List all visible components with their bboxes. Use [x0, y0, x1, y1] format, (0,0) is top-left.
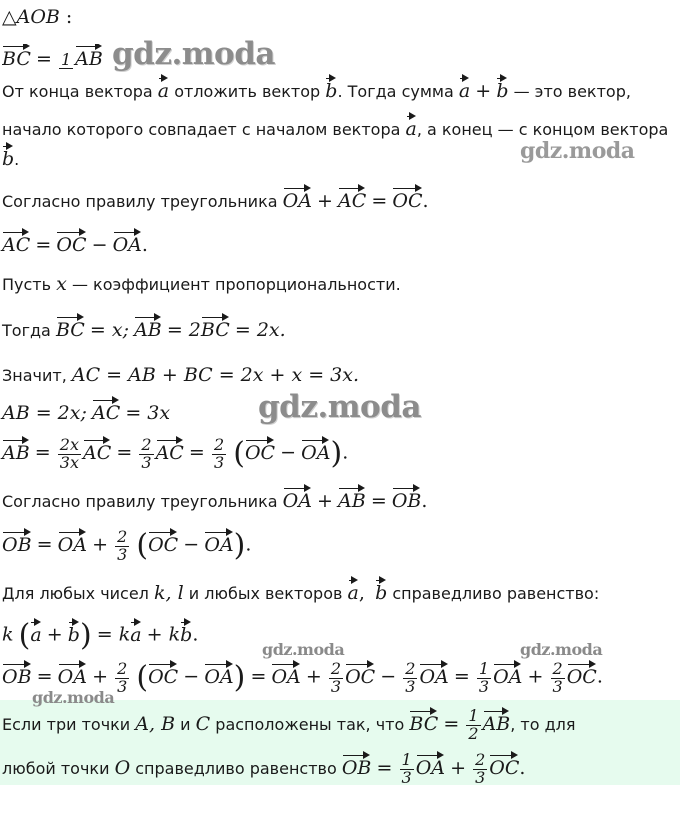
line-triangle-rule-oc: Согласно правилу треугольника OA + AC = OC.	[2, 186, 429, 213]
line-ac-3x: Значит, AC = AB + BC = 2x + x = 3x.	[2, 364, 360, 386]
watermark-logo: gdz.moda	[520, 640, 603, 659]
line-triangle-rule-ob: Согласно правилу треугольника OA + AB = OB.	[2, 486, 427, 513]
line-distributive-intro: Для любых чисел k, l и любых векторов a, b справедливо равенство:	[2, 578, 599, 605]
line-vector-sum-def-2: начало которого совпадает с началом вектора a, а конец — с концом вектора	[2, 114, 668, 141]
line-conclusion-1: Если три точки A, B и C расположены так, что BC = $\frac{1}{2}$ AB, то для	[2, 706, 576, 743]
watermark-logo: gdz.moda	[112, 36, 275, 72]
line-vector-b: b.	[2, 144, 19, 171]
line-ab-ac: AB = 2x; AC = 3x	[2, 398, 170, 425]
line-vector-sum-def: От конца вектора a отложить вектор b. Тогда сумма a + b — это вектор,	[2, 76, 631, 103]
line-conclusion-2: любой точки O справедливо равенство OB = $\frac{1}{3}$ OA + $\frac{2}{3}$ OC.	[2, 750, 526, 787]
line-ob-expression: OB = OA + $\frac{2}{3}$ (OC − OA).	[2, 526, 252, 564]
line-bc-x: Тогда BC = x; AB = 2BC = 2x.	[2, 315, 286, 342]
line-triangle: △AOB :	[2, 6, 73, 28]
line-bc-ab-ratio: BC = 1 AB	[2, 44, 103, 72]
watermark-logo: gdz.moda	[262, 640, 345, 659]
line-ob-final: OB = OA + $\frac{2}{3}$ (OC − OA) = OA + $\frac{2}{3}$ OC − $\frac{2}{3}$ OA = $\frac{1}{3}$ OA + $\frac{2}{3}$ OC.	[2, 658, 603, 696]
line-ac-difference: AC = OC − OA.	[2, 230, 148, 257]
line-distributive-law: k (a + b) = ka + kb.	[2, 618, 199, 653]
line-coefficient: Пусть x — коэффициент пропорциональности.	[2, 273, 401, 295]
watermark-logo: gdz.moda	[520, 138, 635, 164]
watermark-logo: gdz.moda	[258, 389, 421, 425]
line-ab-fraction: AB = $\frac{2x}{3x}$ AC = $\frac{2}{3}$ AC = $\frac{2}{3}$ (OC − OA).	[2, 434, 349, 472]
watermark-logo: gdz.moda	[32, 688, 115, 707]
